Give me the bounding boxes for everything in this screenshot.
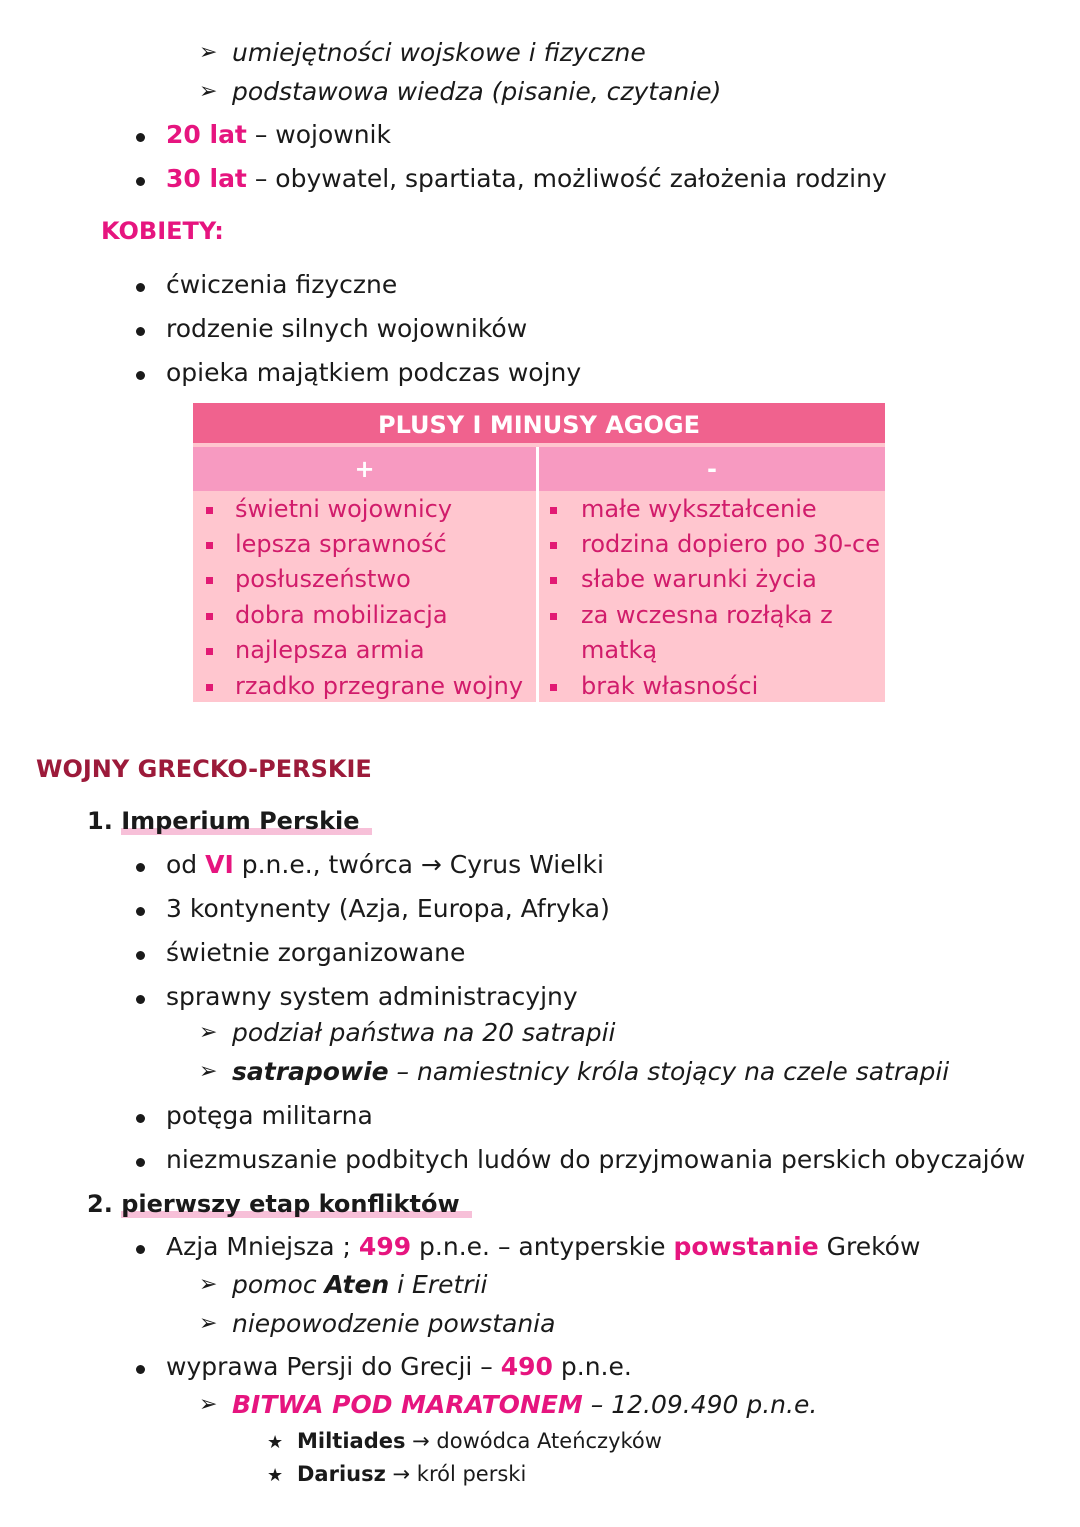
arrow-bullet-icon: ➢ — [199, 1392, 218, 1417]
subsection-label: pierwszy etap konfliktów — [121, 1190, 471, 1218]
section-heading: WOJNY GRECKO-PERSKIE — [36, 755, 372, 783]
arrow-bullet-icon: ➢ — [199, 79, 218, 104]
bullet-dot-icon — [136, 907, 145, 916]
battle-line — [232, 1390, 817, 1420]
section-heading: KOBIETY: — [101, 217, 224, 245]
highlight-year: 490 — [500, 1352, 553, 1381]
table-cell: najlepsza armia — [235, 636, 425, 664]
text-fragment: – namiestnicy króla stojący na czele satrapii — [388, 1057, 950, 1086]
arrow-bullet-icon: ➢ — [199, 1059, 218, 1084]
square-bullet-icon — [550, 577, 557, 584]
square-bullet-icon — [550, 542, 557, 549]
square-bullet-icon — [206, 542, 213, 549]
table-cell: świetni wojownicy — [235, 495, 453, 523]
subsection-title — [87, 1190, 472, 1219]
bullet-dot-icon — [136, 1245, 145, 1254]
table-cell: matką — [581, 636, 658, 664]
star-bullet-icon: ★ — [267, 1432, 284, 1453]
list-item — [166, 850, 604, 880]
list-item: ćwiczenia fizyczne — [166, 270, 398, 299]
text-fragment: → król perski — [385, 1462, 527, 1486]
bullet-dot-icon — [136, 995, 145, 1004]
square-bullet-icon — [550, 507, 557, 514]
bullet-dot-icon — [136, 1365, 145, 1374]
arrow-bullet-icon: ➢ — [199, 1311, 218, 1336]
table-cell: rodzina dopiero po 30-ce — [581, 530, 881, 558]
list-item: rodzenie silnych wojowników — [166, 314, 528, 343]
highlight-text: powstanie — [673, 1232, 819, 1261]
bullet-dot-icon — [136, 133, 145, 142]
plus-header: + — [193, 447, 536, 491]
bullet-dot-icon — [136, 1158, 145, 1167]
minus-header: - — [539, 447, 885, 491]
bold-term: Aten — [324, 1270, 390, 1299]
battle-name: BITWA POD MARATONEM — [232, 1390, 583, 1419]
table-cell: rzadko przegrane wojny — [235, 672, 524, 700]
list-item: sprawny system administracyjny — [166, 982, 578, 1011]
table-cell: dobra mobilizacja — [235, 601, 448, 629]
table-cell: posłuszeństwo — [235, 565, 411, 593]
bullet-dot-icon — [136, 327, 145, 336]
arrow-bullet-icon: ➢ — [199, 40, 218, 65]
table-cell: brak własności — [581, 672, 759, 700]
text-fragment: Azja Mniejsza ; — [166, 1232, 359, 1261]
square-bullet-icon — [206, 613, 213, 620]
list-item: niezmuszanie podbitych ludów do przyjmowania perskich obyczajów — [166, 1145, 1026, 1174]
age-text: – wojownik — [246, 120, 391, 149]
text-fragment: i Eretrii — [389, 1270, 488, 1299]
bullet-dot-icon — [136, 177, 145, 186]
text-fragment: Greków — [818, 1232, 921, 1261]
subsection-title — [87, 807, 372, 836]
battle-date: – 12.09.490 p.n.e. — [582, 1390, 818, 1419]
bullet-dot-icon — [136, 371, 145, 380]
sub-item: niepowodzenie powstania — [232, 1309, 556, 1338]
text-fragment: p.n.e., twórca → Cyrus Wielki — [233, 850, 604, 879]
list-item: potęga militarna — [166, 1101, 373, 1130]
highlight-text: VI — [205, 850, 234, 879]
list-item — [166, 1232, 920, 1262]
text-fragment: pomoc — [232, 1270, 325, 1299]
table-cell: lepsza sprawność — [235, 530, 447, 558]
list-item: świetnie zorganizowane — [166, 938, 466, 967]
sub-item — [232, 1270, 487, 1300]
sub-item: podział państwa na 20 satrapii — [232, 1018, 616, 1047]
text-fragment: p.n.e. — [552, 1352, 632, 1381]
bullet-dot-icon — [136, 863, 145, 872]
text-fragment: → dowódca Ateńczyków — [405, 1429, 662, 1453]
list-item — [166, 1352, 632, 1382]
bullet-dot-icon — [136, 951, 145, 960]
star-item — [297, 1429, 662, 1454]
arrow-bullet-icon: ➢ — [199, 1020, 218, 1045]
star-item — [297, 1462, 526, 1487]
sub-item: umiejętności wojskowe i fizyczne — [232, 38, 646, 67]
text-fragment: p.n.e. – antyperskie — [411, 1232, 674, 1261]
text-fragment: wyprawa Persji do Grecji – — [166, 1352, 501, 1381]
age-label: 30 lat — [166, 164, 247, 193]
bold-term: Dariusz — [297, 1462, 386, 1486]
table-cell: słabe warunki życia — [581, 565, 817, 593]
star-bullet-icon: ★ — [267, 1465, 284, 1486]
square-bullet-icon — [206, 507, 213, 514]
subsection-number: 2. — [87, 1190, 113, 1218]
sub-item — [232, 1057, 949, 1087]
square-bullet-icon — [550, 684, 557, 691]
bullet-dot-icon — [136, 283, 145, 292]
list-item — [166, 164, 887, 194]
text-fragment: od — [166, 850, 206, 879]
bullet-dot-icon — [136, 1114, 145, 1123]
table-title: PLUSY I MINUSY AGOGE — [193, 403, 885, 443]
pros-cons-table — [193, 403, 885, 702]
age-text: – obywatel, spartiata, możliwość założenia rodziny — [246, 164, 887, 193]
subsection-label: Imperium Perskie — [121, 807, 371, 835]
subsection-number: 1. — [87, 807, 113, 835]
list-item: 3 kontynenty (Azja, Europa, Afryka) — [166, 894, 610, 923]
table-divider — [536, 447, 539, 702]
sub-item: podstawowa wiedza (pisanie, czytanie) — [232, 77, 722, 106]
square-bullet-icon — [550, 613, 557, 620]
square-bullet-icon — [206, 648, 213, 655]
square-bullet-icon — [206, 684, 213, 691]
highlight-year: 499 — [358, 1232, 412, 1261]
list-item: opieka majątkiem podczas wojny — [166, 358, 582, 387]
age-label: 20 lat — [166, 120, 247, 149]
bold-term: satrapowie — [232, 1057, 389, 1086]
table-cell: za wczesna rozłąka z — [581, 601, 833, 629]
bold-term: Miltiades — [297, 1429, 406, 1453]
table-cell: małe wykształcenie — [581, 495, 817, 523]
arrow-bullet-icon: ➢ — [199, 1272, 218, 1297]
list-item — [166, 120, 391, 150]
square-bullet-icon — [206, 577, 213, 584]
